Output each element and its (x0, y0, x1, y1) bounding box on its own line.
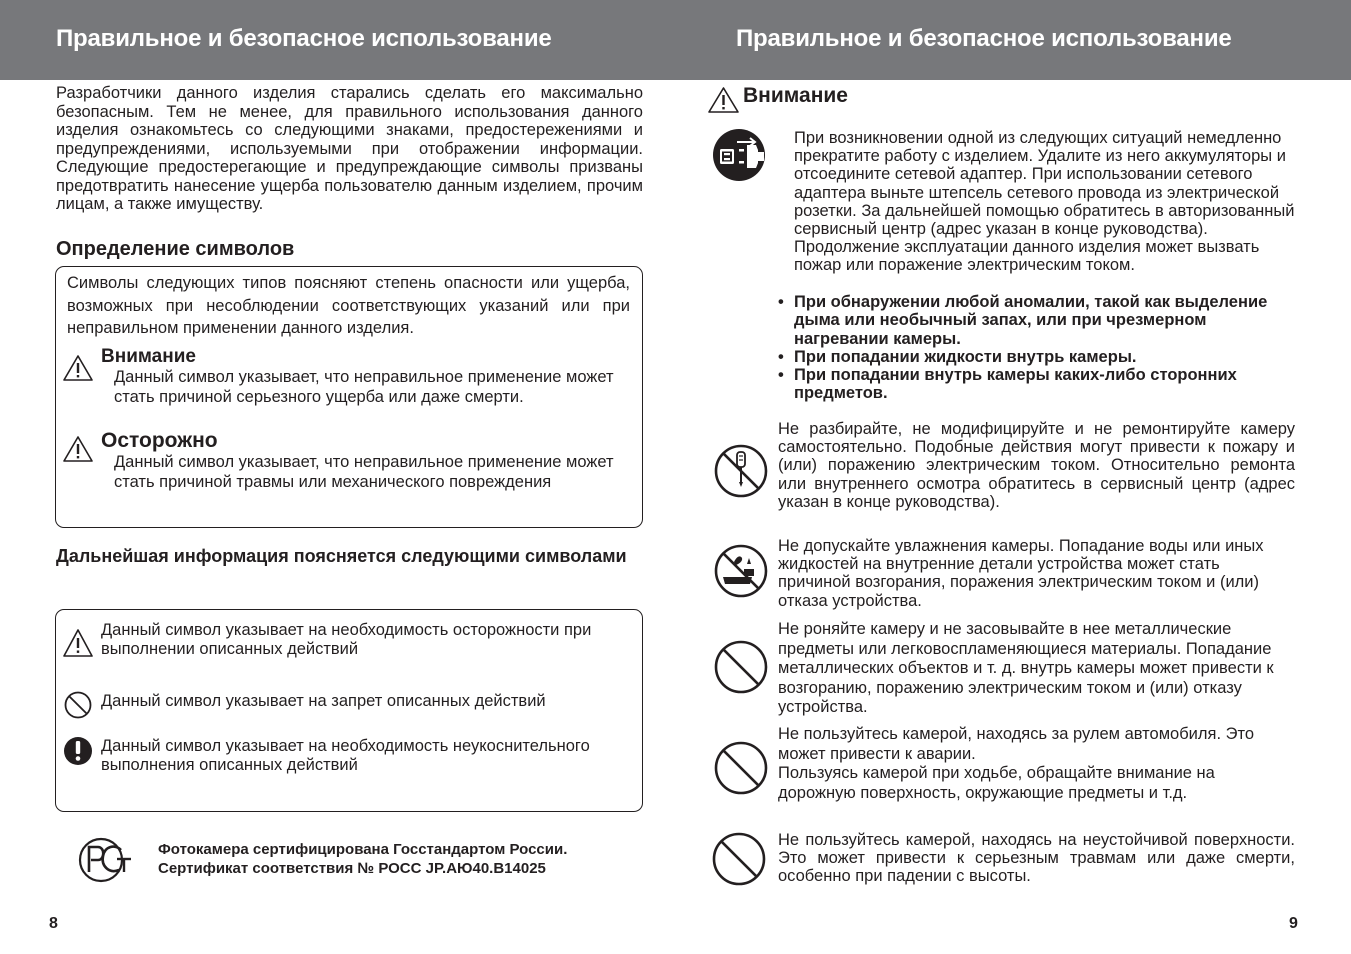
right-warning-heading: Внимание (743, 84, 848, 107)
item-no-moisture-text: Не допускайте увлажнения камеры. Попадание воды или иных жидкостей на внутренние детали устройства может стать причиной возгорания, поражения электрическим током и (или) отказа устройства. (778, 537, 1264, 610)
warning-label: Внимание (101, 346, 196, 367)
prohibited-unstable-icon (712, 832, 766, 886)
no-disassembly-icon (714, 444, 768, 498)
warning-triangle-icon (62, 354, 94, 382)
right-page-title: Правильное и безопасное использование (736, 25, 1232, 52)
condition-foreign-object: • При попадании внутрь камеры каких-либо сторонних предметов. (778, 366, 1298, 403)
intro-paragraph: Разработчики данного изделия старались сделать его максимально безопасным. Тем не менее, для правильного использования данного изделия ознакомьтесь со следующими знаками, предостережениями и предупреждениями, используемыми при отображении информации. Следующие предостерегающие и предупреждающие символы призваны предотвратить нанесение ущерба пользователю данным изделием, прочим лицам, а также имуществу. (56, 84, 643, 213)
item-stop-use-text: При возникновении одной из следующих ситуаций немедленно прекратите работу с изделием. Удалите из него аккумуляторы и отсоедините сетевой адаптер. При использовании сетевого адаптера выньте штепсель сетевого провода из электрической розетки. За дальнейшей помощью обратитесь в авторизованный сервисный центр (адрес указан в конце руководства). Продолжение эксплуатации данного изделия может вызвать пожар или поражение электрическим током. (794, 129, 1295, 275)
unplug-battery-icon (712, 128, 766, 182)
definitions-intro: Символы следующих типов поясняют степень опасности или ущерба, возможных при несоблюдении соответствующих указаний или при неправильном применении данного изделия. (67, 274, 630, 337)
item-unstable-surface-text: Не пользуйтесь камерой, находясь на неустойчивой поверхности. Это может привести к серьезным травмам или даже смерти, особенно при падении с высоты. (778, 831, 1295, 886)
warning-heading-icon (707, 86, 740, 114)
caution-label: Осторожно (101, 429, 218, 452)
symbol-caution-text: Данный символ указывает на необходимость осторожности при выполнении описанных действий (101, 621, 592, 658)
item-no-disassembly-text: Не разбирайте, не модифицируйте и не ремонтируйте камеру самостоятельно. Подобные действия могут привести к пожару и (или) поражению электрическим током. Относительно ремонта или внутреннего осмотра обратитесь в сервисный центр (адрес указан в конце руководства). (778, 420, 1295, 511)
caution-description: Данный символ указывает, что неправильное применение может стать причиной травмы или механического повреждения (114, 453, 614, 491)
symbol-prohibit-text: Данный символ указывает на запрет описанных действий (101, 692, 546, 710)
caution-symbol-icon (62, 628, 94, 658)
condition-smoke-odor: • При обнаружении любой аномалии, такой как выделение дыма или необычный запах, или при чрезмерном нагревании камеры. (778, 293, 1298, 348)
prohibited-symbol-icon (63, 690, 93, 720)
prohibited-drop-icon (714, 640, 768, 694)
certification-line-2: Сертификат соответствия № РОСС JP.АЮ40.В14025 (158, 860, 546, 877)
definitions-title: Определение символов (56, 238, 295, 260)
gost-certification-logo-icon (77, 836, 135, 884)
condition-liquid: • При попадании жидкости внутрь камеры. (778, 348, 1298, 366)
page-number-right: 9 (1289, 915, 1298, 932)
symbol-mandatory-text: Данный символ указывает на необходимость неукоснительного выполнения описанных действий (101, 737, 590, 774)
certification-line-1: Фотокамера сертифицирована Госстандартом России. (158, 841, 568, 858)
caution-triangle-icon (62, 435, 94, 463)
item-no-drop-text: Не роняйте камеру и не засовывайте в нее металлические предметы или легковоспламеняющиеся материалы. Попадание металлических объектов и т. д. внутрь камеры может привести к возгоранию, поражению электрическим током и (или) отказу устройства. (778, 620, 1274, 716)
warning-description: Данный символ указывает, что неправильное применение может стать причиной серьезного ущерба или даже смерти. (114, 368, 614, 406)
left-page-title: Правильное и безопасное использование (56, 25, 552, 52)
further-info-title: Дальнейшая информация поясняется следующими символами (56, 546, 627, 566)
prohibited-driving-icon (714, 741, 768, 795)
symbols-box (55, 609, 643, 812)
item-walking-text: Пользуясь камерой при ходьбе, обращайте внимание на дорожную поверхность, окружающие предметы и т.д. (778, 764, 1215, 802)
mandatory-exclamation-icon (63, 736, 93, 766)
item-no-driving-text: Не пользуйтесь камерой, находясь за рулем автомобиля. Это может привести к аварии. (778, 725, 1255, 763)
definitions-box (55, 266, 643, 528)
stop-use-conditions-list (778, 293, 1298, 403)
page-number-left: 8 (49, 915, 58, 932)
page-header (0, 0, 1351, 80)
no-water-icon (714, 544, 768, 598)
